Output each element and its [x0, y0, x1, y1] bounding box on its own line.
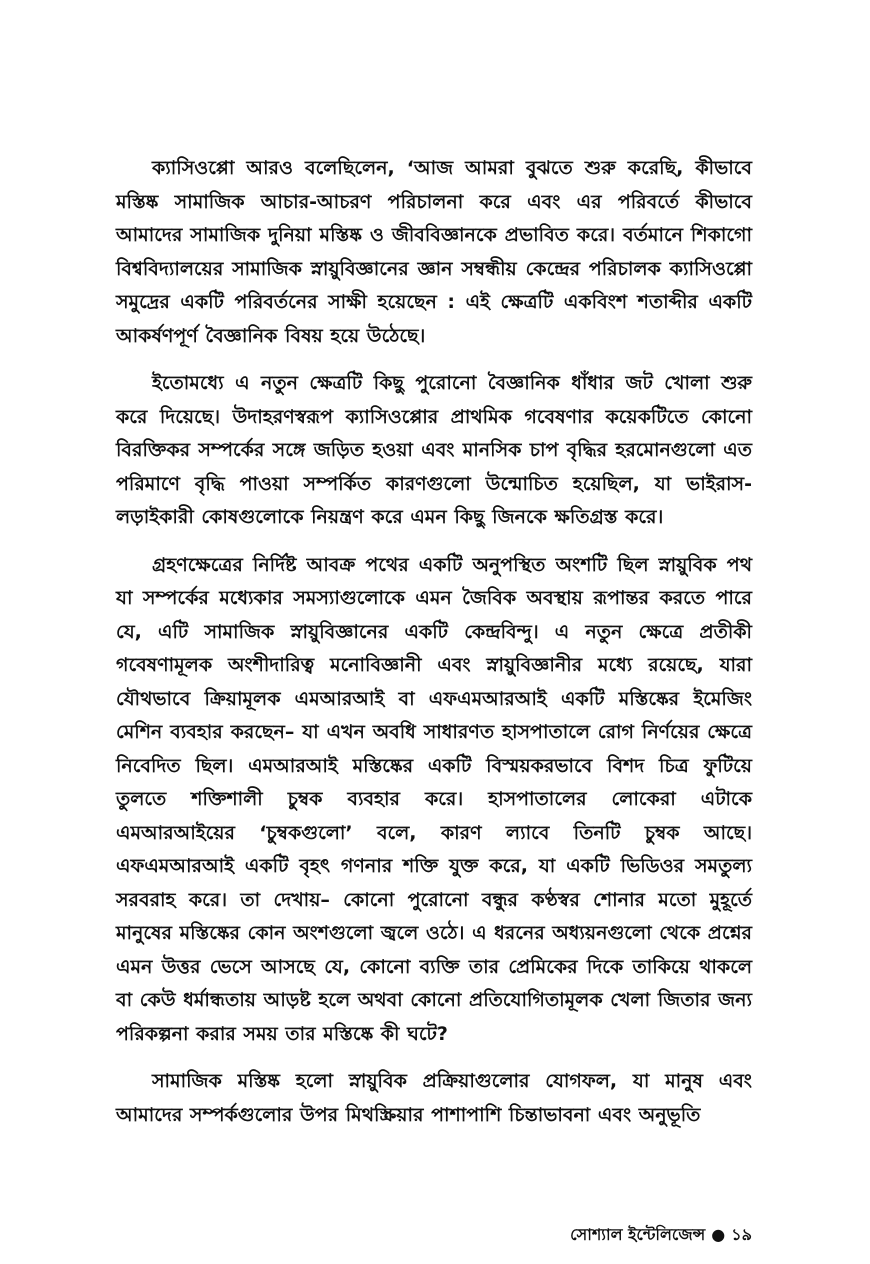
page-number: ১৯	[731, 1225, 752, 1244]
page-footer	[570, 1222, 752, 1249]
page-body	[116, 152, 752, 1146]
running-title: সোশ্যাল ইন্টেলিজেন্স	[570, 1225, 706, 1244]
paragraph-2: ইতোমধ্যে এ নতুন ক্ষেত্রটি কিছু পুরোনো বৈজ্ঞানিক ধাঁধার জট খোলা শুরু করে দিয়েছে। উদাহরণস্বরূপ ক্যাসিওপ্পোর প্রাথমিক গবেষণার কয়েকটিতে কোনো বিরক্তিকর সম্পর্কের সঙ্গে জড়িত হওয়া এবং মানসিক চাপ বৃদ্ধির হরমোনগুলো এত পরিমাণে বৃদ্ধি পাওয়া সম্পর্কিত কারণগুলো উন্মোচিত হয়েছিল, যা ভাইরাস-লড়াইকারী কোষগুলোকে নিয়ন্ত্রণ করে এমন কিছু জিনকে ক্ষতিগ্রস্ত করে।	[116, 372, 752, 528]
paragraph-1: ক্যাসিওপ্পো আরও বলেছিলেন, ‘আজ আমরা বুঝতে শুরু করেছি, কীভাবে মস্তিষ্ক সামাজিক আচার-আচরণ পরিচালনা করে এবং এর পরিবর্তে কীভাবে আমাদের সামাজিক দুনিয়া মস্তিষ্ক ও জীববিজ্ঞানকে প্রভাবিত করে। বর্তমানে শিকাগো বিশ্ববিদ্যালয়ের সামাজিক স্নায়ুবিজ্ঞানের জ্ঞান সম্বন্ধীয় কেন্দ্রের পরিচালক ক্যাসিওপ্পো সমুদ্রের একটি পরিবর্তনের সাক্ষী হয়েছেন : এই ক্ষেত্রটি একবিংশ শতাব্দীর একটি আকর্ষণপূর্ণ বৈজ্ঞানিক বিষয় হয়ে উঠেছে।	[116, 157, 752, 347]
paragraph-4: সামাজিক মস্তিষ্ক হলো স্নায়ুবিক প্রক্রিয়াগুলোর যোগফল, যা মানুষ এবং আমাদের সম্পর্কগুলোর উপর মিথস্ক্রিয়ার পাশাপাশি চিন্তাভাবনা এবং অনুভূতি	[116, 1070, 752, 1126]
bullet-separator: ●	[711, 1225, 726, 1244]
paragraph-3: গ্রহণক্ষেত্রের নির্দিষ্ট আবক্র পথের একটি অনুপস্থিত অংশটি ছিল স্নায়ুবিক পথ যা সম্পর্কের মধ্যেকার সমস্যাগুলোকে এমন জৈবিক অবস্থায় রূপান্তর করতে পারে যে, এটি সামাজিক স্নায়ুবিজ্ঞানের একটি কেন্দ্রবিন্দু। এ নতুন ক্ষেত্রে প্রতীকী গবেষণামূলক অংশীদারিত্ব মনোবিজ্ঞানী এবং স্নায়ুবিজ্ঞানীর মধ্যে রয়েছে, যারা যৌথভাবে ক্রিয়ামূলক এমআরআই বা এফএমআরআই একটি মস্তিষ্কের ইমেজিং মেশিন ব্যবহার করছেন– যা এখন অবধি সাধারণত হাসপাতালে রোগ নির্ণয়ের ক্ষেত্রে নিবেদিত ছিল। এমআরআই মস্তিষ্কের একটি বিস্ময়করভাবে বিশদ চিত্র ফুটিয়ে তুলতে শক্তিশালী চুম্বক ব্যবহার করে। হাসপাতালের লোকেরা এটাকে এমআরআইয়ের ‘চুম্বকগুলো’ বলে, কারণ ল্যাবে তিনটি চুম্বক আছে। এফএমআরআই একটি বৃহৎ গণনার শক্তি যুক্ত করে, যা একটি ভিডিওর সমতুল্য সরবরাহ করে। তা দেখায়– কোনো পুরোনো বন্ধুর কণ্ঠস্বর শোনার মতো মুহূর্তে মানুষের মস্তিষ্কের কোন অংশগুলো জ্বলে ওঠে। এ ধরনের অধ্যয়নগুলো থেকে প্রশ্নের এমন উত্তর ভেসে আসছে যে, কোনো ব্যক্তি তার প্রেমিকের দিকে তাকিয়ে থাকলে বা কেউ ধর্মান্ধতায় আড়ষ্ট হলে অথবা কোনো প্রতিযোগিতামূলক খেলা জিতার জন্য পরিকল্পনা করার সময় তার মস্তিষ্কে কী ঘটে?	[116, 553, 752, 1045]
